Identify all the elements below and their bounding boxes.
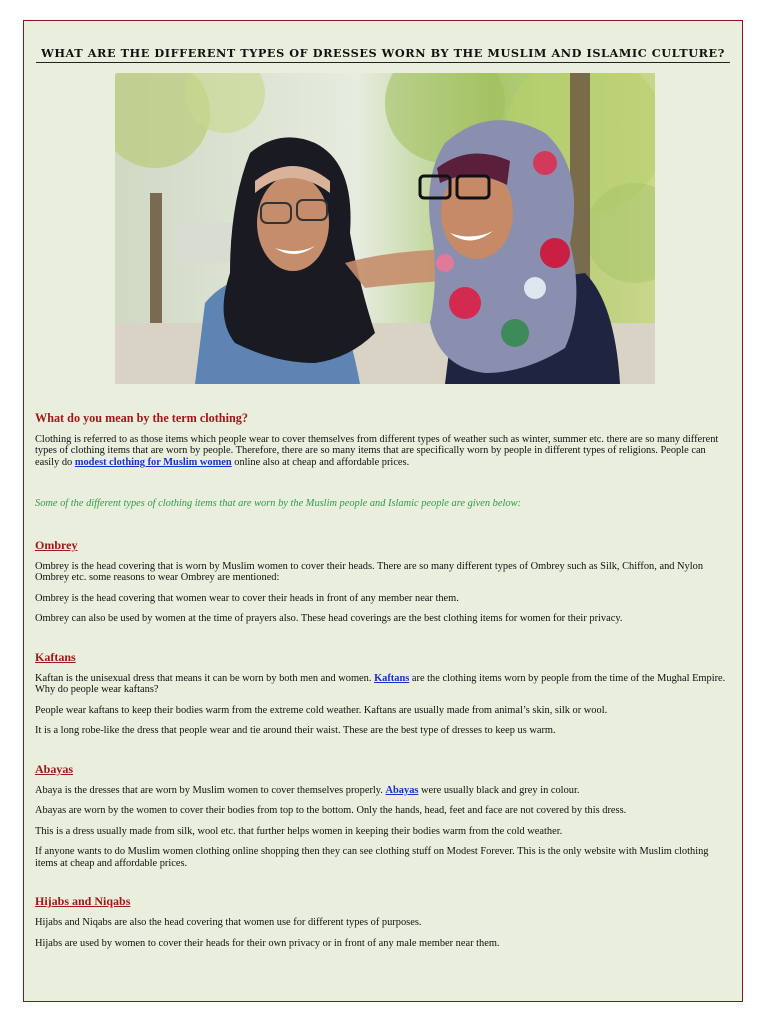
section-heading-ombrey: Ombrey — [35, 537, 78, 552]
kaftans-text-end: are the clothing items worn by people from the time of the Mughal Empire. Why do people wear kaftans? — [35, 672, 726, 696]
intro-paragraph — [35, 434, 730, 469]
photo-two-women-in-hijabs — [115, 73, 655, 384]
ombrey-paragraph-3: Ombrey can also be used by women at the time of prayers also. These head coverings are the best clothing items for women for their privacy. — [35, 613, 623, 625]
section-heading-kaftans: Kaftans — [35, 649, 76, 664]
abayas-paragraph-2: Abayas are worn by the women to cover their bodies from top to the bottom. Only the hands, head, feet and face are not covered by this dress. — [35, 805, 627, 817]
intro-text-start: Clothing is referred to as those items which people wear to cover themselves from different types of weather such as winter, summer etc. there are so many different types of clothing items that are worn by people. Therefore, there are so many items that are specifically worn by people in different types of religions. People can easily do — [35, 433, 719, 468]
abayas-link[interactable]: Abayas — [385, 784, 419, 796]
kaftans-paragraph-1 — [35, 673, 730, 696]
modest-clothing-link[interactable]: modest clothing for Muslim women — [74, 456, 232, 468]
abayas-paragraph-3: This is a dress usually made from silk, wool etc. that further helps women in keeping their bodies warm from the cold weather. — [35, 825, 563, 837]
document-page — [23, 20, 743, 1002]
intro-text-end: online also at cheap and affordable prices. — [231, 456, 410, 468]
ombrey-paragraph-1: Ombrey is the head covering that is worn by Muslim women to cover their heads. There are so many different types of Ombrey such as Silk, Chiffon, and Nylon Ombrey etc. some reasons to wear Ombrey are mentioned: — [35, 560, 704, 584]
document-title: WHAT ARE THE DIFFERENT TYPES OF DRESSES WORN BY THE MUSLIM AND ISLAMIC CULTURE? — [36, 46, 730, 63]
abayas-text-end: were usually black and grey in colour. — [418, 784, 580, 796]
kaftans-paragraph-3: It is a long robe-like the dress that people wear and tie around their waist. These are the best type of dresses to keep us warm. — [35, 725, 556, 737]
article-body — [35, 413, 730, 958]
abayas-paragraph-1 — [35, 785, 730, 797]
kaftans-text-start: Kaftan is the unisexual dress that means it can be worn by both men and women. — [35, 672, 375, 684]
abayas-paragraph-4: If anyone wants to do Muslim women clothing online shopping then they can see clothing stuff on Modest Forever. This is the only website with Muslim clothing items at cheap and affordable prices. — [35, 846, 709, 869]
kaftans-paragraph-2: People wear kaftans to keep their bodies warm from the extreme cold weather. Kaftans are usually made from animal’s skin, silk or wool. — [35, 704, 608, 716]
abayas-text-start: Abaya is the dresses that are worn by Muslim women to cover themselves properly. — [35, 784, 386, 796]
section-heading-hijabs: Hijabs and Niqabs — [35, 894, 131, 909]
lead-in-text: Some of the different types of clothing items that are worn by the Muslim people and Islamic people are given below: — [35, 498, 521, 510]
hijabs-paragraph-1: Hijabs and Niqabs are also the head covering that women use for different types of purposes. — [35, 917, 422, 929]
ombrey-paragraph-2: Ombrey is the head covering that women wear to cover their heads in front of any member near them. — [35, 592, 459, 604]
hijabs-paragraph-2: Hijabs are used by women to cover their heads for their own privacy or in front of any male member near them. — [35, 937, 500, 949]
kaftans-link[interactable]: Kaftans — [374, 672, 410, 684]
intro-heading: What do you mean by the term clothing? — [35, 411, 248, 425]
section-heading-abayas: Abayas — [35, 761, 74, 776]
